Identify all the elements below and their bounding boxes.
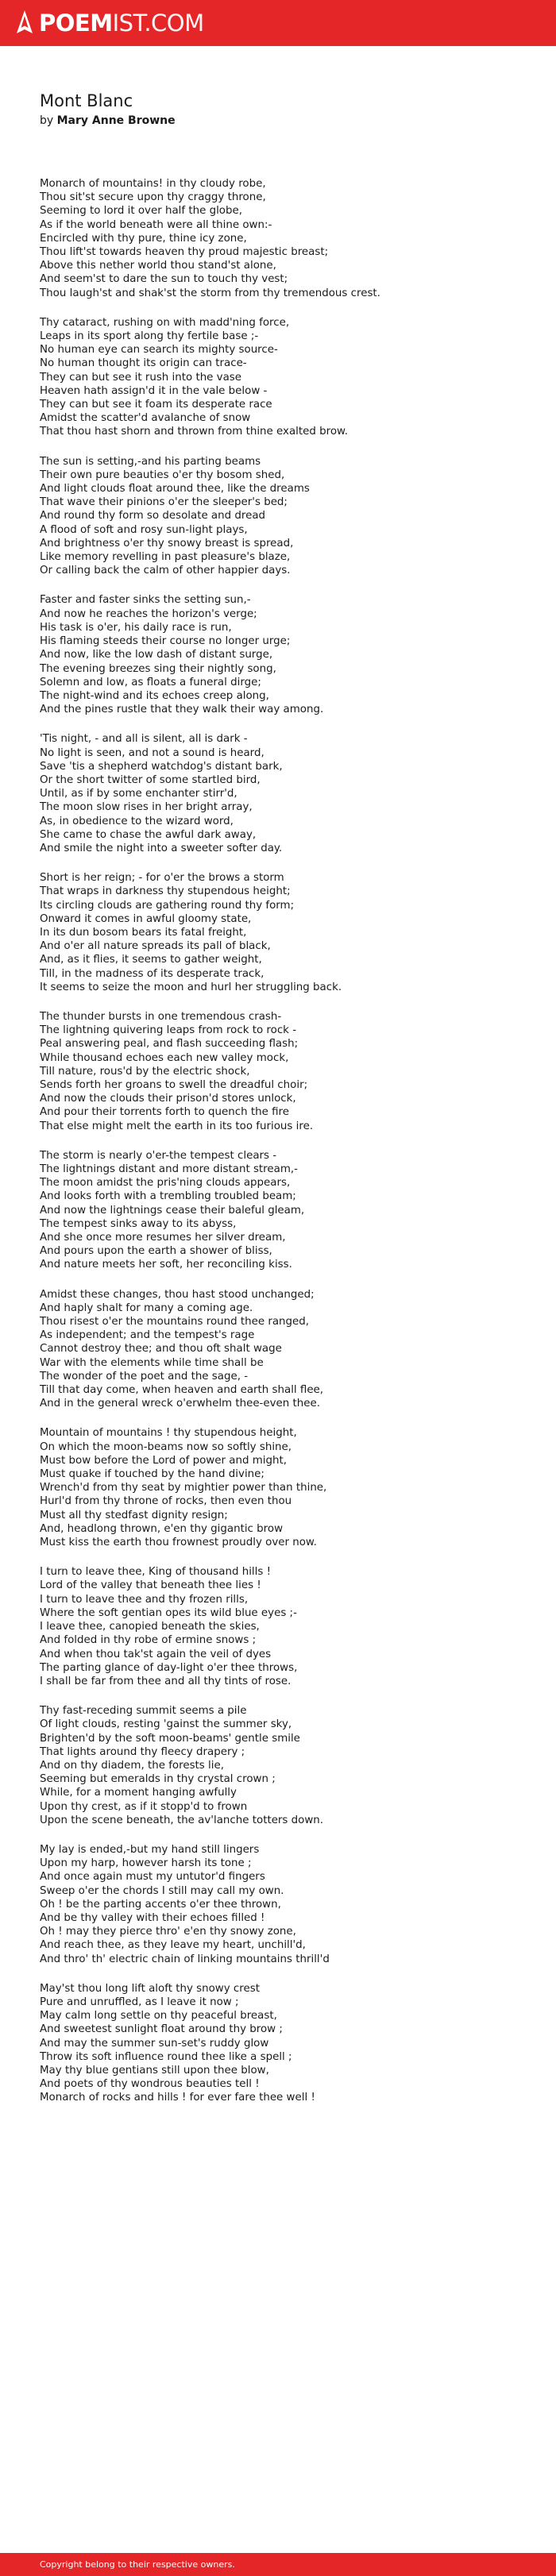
poem-line: Peal answering peal, and flash succeeding flash;	[40, 1038, 299, 1051]
poem-line: The moon amidst the pris'ning clouds appears,	[40, 1177, 291, 1190]
poem-line: Upon thy crest, as if it stopp'd to frown	[40, 1800, 248, 1813]
poem-line: The lightning quivering leaps from rock to rock -	[40, 1024, 297, 1037]
poem-line: Mountain of mountains ! thy stupendous height,	[40, 1427, 297, 1440]
poem-line: War with the elements while time shall be	[40, 1356, 264, 1369]
poem-line: And poets of thy wondrous beauties tell !	[40, 2078, 260, 2091]
poem-line: Sweep o'er the chords I still may call my own.	[40, 1884, 284, 1897]
poem-body	[40, 177, 532, 2121]
poem-line: As, in obedience to the wizard word,	[40, 815, 234, 827]
poem-line: And now, like the low dash of distant surge,	[40, 649, 273, 661]
poem-line: The night-wind and its echoes creep along,	[40, 689, 269, 702]
poem-line: Thou lift'st towards heaven thy proud majestic breast;	[40, 246, 329, 259]
poem-line: As if the world beneath were all thine own:-	[40, 218, 272, 231]
poem-line: And smile the night into a sweeter softer day.	[40, 842, 283, 854]
poem-line: While, for a moment hanging awfully	[40, 1787, 237, 1799]
poem-line: Amidst the scatter'd avalanche of snow	[40, 412, 251, 425]
poem-line: The thunder bursts in one tremendous crash-	[40, 1010, 282, 1023]
poem-line: While thousand echoes each new valley mock,	[40, 1051, 289, 1064]
poem-stanza	[40, 177, 532, 300]
poem-line: It seems to seize the moon and hurl her struggling back.	[40, 981, 342, 993]
poem-line: Seeming but emeralds in thy crystal crown ;	[40, 1773, 276, 1786]
poem-line: And round thy form so desolate and dread	[40, 510, 266, 523]
quill-logo-icon	[15, 10, 34, 37]
poem-line: And reach thee, as they leave my heart, unchill'd,	[40, 1939, 306, 1952]
poem-line: Till nature, rous'd by the electric shock,	[40, 1065, 250, 1078]
poem-line: That lights around thy fleecy drapery ;	[40, 1745, 245, 1758]
poem-line: Monarch of mountains! in thy cloudy robe,	[40, 178, 266, 190]
poem-line: And light clouds float around thee, like the dreams	[40, 483, 310, 496]
poem-line: And haply shalt for many a coming age.	[40, 1301, 253, 1314]
poem-line: That thou hast shorn and thrown from thine exalted brow.	[40, 426, 349, 438]
poem-line: Thou laugh'st and shak'st the storm from thy tremendous crest.	[40, 287, 380, 299]
poem-line: The moon slow rises in her bright array,	[40, 801, 253, 814]
poem-line: Pure and unruffled, as I leave it now ;	[40, 1996, 239, 2008]
poem-line: And seem'st to dare the sun to touch thy vest;	[40, 273, 288, 286]
poem-line: Must bow before the Lord of power and might,	[40, 1454, 287, 1467]
poem-line: The wonder of the poet and the sage, -	[40, 1370, 249, 1382]
poem-line: A flood of soft and rosy sun-light plays,	[40, 523, 248, 536]
poem-line: And, as it flies, it seems to gather weight,	[40, 954, 262, 966]
site-logo-text	[39, 10, 204, 37]
poem-stanza	[40, 732, 532, 855]
poem-line: Until, as if by some enchanter stirr'd,	[40, 788, 237, 800]
poem-line: Seeming to lord it over half the globe,	[40, 205, 242, 218]
poem-line: Of light clouds, resting 'gainst the summer sky,	[40, 1718, 292, 1731]
poem-line: And pours upon the earth a shower of bliss,	[40, 1245, 272, 1258]
poem-line: And now he reaches the horizon's verge;	[40, 607, 257, 620]
poem-line: The parting glance of day-light o'er thee throws,	[40, 1661, 298, 1674]
poem-line: And pour their torrents forth to quench the fire	[40, 1106, 289, 1119]
poem-line: I turn to leave thee, King of thousand hills !	[40, 1566, 271, 1579]
poem-line: Thou sit'st secure upon thy craggy throne,	[40, 191, 266, 204]
poem-stanza	[40, 1704, 532, 1827]
poem-line: The sun is setting,-and his parting beams	[40, 455, 261, 468]
poem-line: Their own pure beauties o'er thy bosom shed,	[40, 469, 285, 481]
poem-line: Must quake if touched by the hand divine;	[40, 1468, 264, 1481]
poem-line: Cannot destroy thee; and thou oft shalt wage	[40, 1343, 282, 1355]
poem-line: She came to chase the awful dark away,	[40, 828, 257, 841]
poem-line: No human eye can search its mighty source-	[40, 344, 278, 357]
poem-line: And o'er all nature spreads its pall of black,	[40, 940, 271, 953]
poem-line: As independent; and the tempest's rage	[40, 1329, 255, 1342]
poem-stanza	[40, 593, 532, 716]
poem-line: And in the general wreck o'erwhelm thee-even thee.	[40, 1398, 321, 1410]
poem-line: Oh ! be the parting accents o'er thee thrown,	[40, 1898, 281, 1911]
poem-stanza	[40, 1982, 532, 2105]
poem-line: Or calling back the calm of other happier days.	[40, 565, 291, 577]
poem-line: And nature meets her soft, her reconciling kiss.	[40, 1259, 292, 1271]
poem-line: I shall be far from thee and all thy tints of rose.	[40, 1675, 292, 1687]
poem-line: And she once more resumes her silver dream,	[40, 1232, 286, 1244]
poem-line: And now the clouds their prison'd stores unlock,	[40, 1093, 296, 1105]
poem-line: Hurl'd from thy throne of rocks, then even thou	[40, 1495, 292, 1508]
poem-line: Heaven hath assign'd it in the vale below -	[40, 384, 268, 397]
poem-line: They can but see it foam its desperate race	[40, 399, 272, 411]
poem-line: Solemn and low, as floats a funeral dirge;	[40, 676, 261, 688]
poem-line: Brighten'd by the soft moon-beams' gentle smile	[40, 1732, 300, 1745]
poem-line: Thou risest o'er the mountains round thee ranged,	[40, 1316, 310, 1328]
poem-line: Upon my harp, however harsh its tone ;	[40, 1857, 252, 1870]
poem-byline	[40, 114, 176, 128]
poem-line: Lord of the valley that beneath thee lies !	[40, 1579, 261, 1592]
poem-line: And the pines rustle that they walk their way among.	[40, 704, 324, 716]
poem-line: And be thy valley with their echoes filled !	[40, 1911, 265, 1924]
poem-line: Monarch of rocks and hills ! for ever fare thee well !	[40, 2092, 315, 2104]
poem-line: In its dun bosom bears its fatal freight,	[40, 926, 247, 939]
poem-line: And folded in thy robe of ermine snows ;	[40, 1634, 257, 1647]
poem-line: And brightness o'er thy snowy breast is spread,	[40, 537, 294, 550]
footer-copyright: Copyright belong to their respective owners.	[40, 2559, 235, 2570]
poem-line: And once again must my untutor'd fingers	[40, 1871, 265, 1884]
poem-line: And now the lightnings cease their baleful gleam,	[40, 1204, 305, 1217]
poem-line: May calm long settle on thy peaceful breast,	[40, 2010, 277, 2023]
poem-stanza	[40, 1288, 532, 1411]
poem-line: Like memory revelling in past pleasure's blaze,	[40, 551, 291, 564]
poem-line: And sweetest sunlight float around thy brow ;	[40, 2023, 283, 2036]
poem-author[interactable]: Mary Anne Browne	[56, 114, 176, 127]
poem-line: My lay is ended,-but my hand still lingers	[40, 1843, 260, 1856]
poem-stanza	[40, 871, 532, 994]
poem-line: Sends forth her groans to swell the dreadful choir;	[40, 1078, 308, 1091]
poem-line: That wave their pinions o'er the sleeper's bed;	[40, 496, 288, 509]
byline-prefix: by	[40, 114, 54, 127]
poem-line: Must all thy stedfast dignity resign;	[40, 1509, 228, 1521]
poem-line: Upon the scene beneath, the av'lanche totters down.	[40, 1814, 324, 1826]
poem-stanza	[40, 316, 532, 439]
poem-line: Onward it comes in awful gloomy state,	[40, 912, 252, 925]
poem-line: Oh ! may they pierce thro' e'en thy snowy zone,	[40, 1926, 296, 1938]
poem-line: His task is o'er, his daily race is run,	[40, 621, 232, 634]
poem-line: The evening breezes sing their nightly song,	[40, 662, 276, 675]
poem-line: Throw its soft influence round thee like a spell ;	[40, 2050, 292, 2063]
poem-line: Till, in the madness of its desperate track,	[40, 967, 264, 980]
poem-line: Save 'tis a shepherd watchdog's distant bark,	[40, 760, 283, 773]
poem-line: The tempest sinks away to its abyss,	[40, 1217, 237, 1230]
poem-line: And looks forth with a trembling troubled beam;	[40, 1190, 296, 1203]
poem-line: Leaps in its sport along thy fertile base ;-	[40, 330, 259, 343]
poem-line: Or the short twitter of some startled bird,	[40, 773, 261, 786]
poem-stanza	[40, 455, 532, 578]
site-header	[0, 0, 556, 46]
poem-stanza	[40, 1843, 532, 1966]
logo-text-bold: POEM	[39, 10, 113, 37]
poem-title: Mont Blanc	[40, 91, 133, 110]
logo-text-light: IST.COM	[112, 10, 204, 37]
poem-line: And may the summer sun-set's ruddy glow	[40, 2037, 269, 2050]
poem-line: No human thought its origin can trace-	[40, 357, 247, 370]
poem-line: And on thy diadem, the forests lie,	[40, 1759, 224, 1772]
poem-line: No light is seen, and not a sound is heard,	[40, 746, 264, 759]
poem-line: And when thou tak'st again the veil of dyes	[40, 1648, 272, 1660]
poem-line: Above this nether world thou stand'st alone,	[40, 260, 276, 272]
poem-line: That wraps in darkness thy stupendous height;	[40, 885, 291, 898]
poem-stanza	[40, 1010, 532, 1133]
poem-line: His flaming steeds their course no longer urge;	[40, 635, 291, 648]
poem-line: I leave thee, canopied beneath the skies,	[40, 1621, 260, 1633]
poem-line: They can but see it rush into the vase	[40, 371, 242, 384]
poem-line: Must kiss the earth thou frownest proudly over now.	[40, 1537, 317, 1549]
poem-line: Short is her reign; - for o'er the brows a storm	[40, 872, 284, 885]
poem-line: Where the soft gentian opes its wild blue eyes ;-	[40, 1606, 297, 1619]
poem-line: Wrench'd from thy seat by mightier power than thine,	[40, 1482, 327, 1494]
poem-line: The storm is nearly o'er-the tempest clears -	[40, 1149, 277, 1162]
poem-line: Its circling clouds are gathering round thy form;	[40, 899, 295, 912]
site-footer	[0, 2553, 556, 2576]
poem-line: Thy cataract, rushing on with madd'ning force,	[40, 316, 290, 329]
poem-line: On which the moon-beams now so softly shine,	[40, 1440, 292, 1453]
poem-line: Encircled with thy pure, thine icy zone,	[40, 232, 247, 245]
poem-stanza	[40, 1565, 532, 1688]
poem-line: Thy fast-receding summit seems a pile	[40, 1705, 247, 1718]
poem-line: May thy blue gentians still upon thee blow,	[40, 2064, 269, 2077]
poem-line: Faster and faster sinks the setting sun,-	[40, 594, 251, 607]
poem-stanza	[40, 1149, 532, 1272]
poem-line: Till that day come, when heaven and earth shall flee,	[40, 1384, 324, 1397]
poem-line: Amidst these changes, thou hast stood unchanged;	[40, 1288, 315, 1301]
poem-line: The lightnings distant and more distant stream,-	[40, 1163, 298, 1175]
poem-line: May'st thou long lift aloft thy snowy crest	[40, 1982, 260, 1995]
site-logo[interactable]	[15, 10, 204, 37]
poem-line: That else might melt the earth in its too furious ire.	[40, 1120, 314, 1132]
poem-line: 'Tis night, - and all is silent, all is dark -	[40, 733, 248, 746]
poem-line: And, headlong thrown, e'en thy gigantic brow	[40, 1522, 284, 1535]
poem-line: And thro' th' electric chain of linking mountains thrill'd	[40, 1953, 330, 1965]
poem-line: I turn to leave thee and thy frozen rills,	[40, 1593, 249, 1606]
poem-stanza	[40, 1426, 532, 1549]
